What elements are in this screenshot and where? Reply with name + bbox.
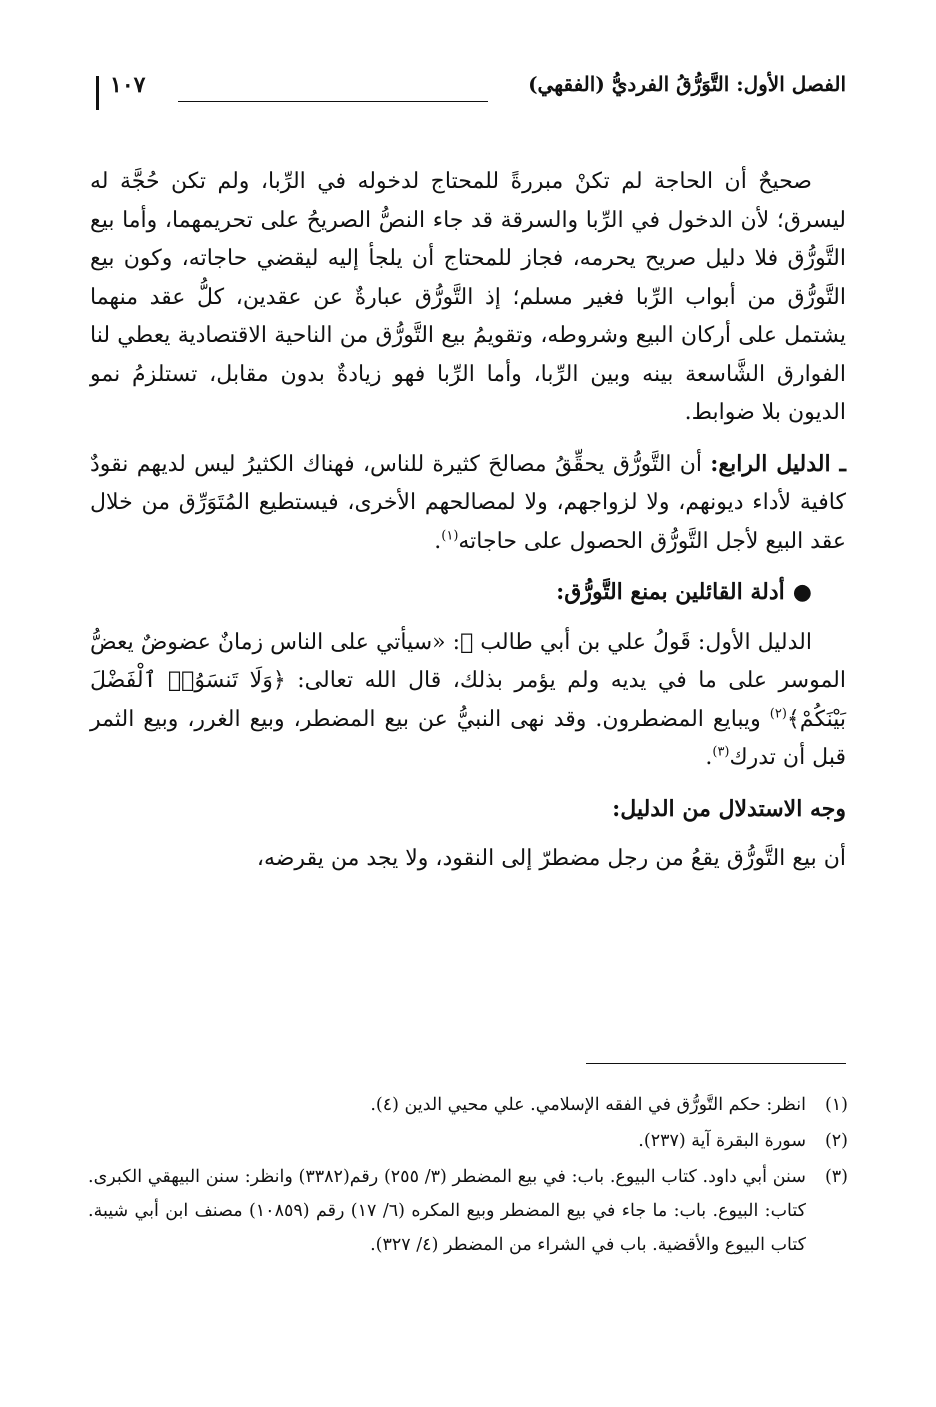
footnote-1 (88, 1088, 848, 1122)
footnote-text: سنن أبي داود. كتاب البيوع. باب: في بيع المضطر (٣/ ٢٥٥) رقم(٣٣٨٢) وانظر: سنن البيهقي الكبرى. كتاب: البيوع. باب: ما جاء في بيع المضطر وبيع المكره (٦/ ١٧) رقم (١٠٨٥٩) مصنف ابن أبي شيبة. كتاب البيوع والأقضية. باب في الشراء من المضطر (٤/ ٣٢٧). (88, 1167, 806, 1255)
footnote-2 (88, 1124, 848, 1158)
footnote-number: (٣) (824, 1167, 848, 1187)
footnotes (88, 1088, 848, 1264)
paragraph-3-part-a: الدليل الأول: قَولُ علي بن أبي طالب ﷺ: «سيأتي على الناس زمانٌ عضوضٌ يعضُّ الموسر على ما في يديه ولم يؤمر بذلك، قال الله تعالى: ﴿وَلَا تَنسَوُا۟ ٱلْفَضْلَ بَيْنَكُمْ﴾ (90, 629, 846, 732)
paragraph-3-part-b: ويبايع المضطرون. وقد نهى النبيُّ عن بيع المضطر، وبيع الغرر، وبيع الثمر قبل أن تدرك (90, 706, 846, 770)
footnote-number: (١) (824, 1095, 848, 1115)
page-number: ١٠٧ (110, 72, 146, 98)
bullet-icon: ● (792, 579, 812, 605)
paragraph-2: ـ الدليل الرابع: أن التَّورُّق يحقِّقُ مصالحَ كثيرة للناس، فهناك الكثيرُ ليس لديهم نقودٌ كافية لأداء ديونهم، ولا لزواجهم، ولا لمصالحهم الأخرى، فيستطيع المُتَوَرِّق من خلال عقد البيع لأجل التَّورُّق الحصول على حاجاته$^{(١)}$. (90, 450, 846, 554)
paragraph-3-end: . (705, 745, 713, 770)
paragraph-4: أن بيع التَّورُّق يقعُ من رجل مضطرّ إلى النقود، ولا يجد من يقرضه، (256, 846, 846, 871)
section-heading-prohibition (90, 573, 846, 612)
footnote-text: سورة البقرة آية (٢٣٧). (638, 1131, 806, 1151)
footnote-ref-1[interactable]: (١) (441, 528, 459, 544)
header-bar (96, 76, 99, 110)
footnote-separator (586, 1063, 846, 1064)
chapter-title: الفصل الأول: التَّوَرُّقُ الفرديُّ (الفقهي) (528, 72, 846, 96)
footnote-number: (٢) (824, 1131, 848, 1151)
footnote-3 (88, 1160, 848, 1262)
fourth-evidence-label: ـ الدليل الرابع: (710, 450, 846, 477)
footnote-ref-2[interactable]: (٢) (769, 706, 787, 722)
header-rule (178, 101, 488, 102)
paragraph-3 (90, 624, 846, 778)
subheading-inference: وجه الاستدلال من الدليل: (612, 795, 846, 822)
running-header (86, 70, 846, 110)
section-heading-text: أدلة القائلين بمنع التَّورُّق: (556, 579, 785, 605)
paragraph-2-text: أن التَّورُّق يحقِّقُ مصالحَ كثيرة للناس، فهناك الكثيرُ ليس لديهم نقودٌ كافية لأداء ديونهم، ولا لزواجهم، ولا لمصالحهم الأخرى، فيستطيع المُتَوَرِّق من خلال عقد البيع لأجل التَّورُّق الحصول على حاجاته (90, 451, 846, 554)
footnote-text: انظر: حكم التَّورُّق في الفقه الإسلامي. علي محيي الدين (٤). (370, 1095, 806, 1115)
paragraph-1: صحيحٌ أن الحاجة لم تكنْ مبررةً للمحتاج لدخوله في الرِّبا، ولم تكن حُجَّة له ليسرق؛ لأن الدخول في الرِّبا والسرقة قد جاء النصُّ الصريحُ على تحريمهما، وأما بيع التَّورُّق فلا دليل صريح يحرمه، فجاز للمحتاج أن يلجأ إليه ليقضي حاجاته، وكون بيع التَّورُّق من أبواب الرِّبا فغير مسلم؛ إذ التَّورُّق عبارةٌ عن عقدين، كلُّ عقد منهما يشتمل على أركان البيع وشروطه، وتقويمُ بيع التَّورُّق من الناحية الاقتصادية يعطي لنا الفوارق الشَّاسعة بينه وبين الرِّبا، وأما الرِّبا فهو زيادةٌ بدون مقابل، تستلزمُ نمو الديون بلا ضوابط. (90, 169, 846, 425)
footnote-ref-3[interactable]: (٣) (712, 744, 730, 760)
body-text (90, 163, 846, 879)
